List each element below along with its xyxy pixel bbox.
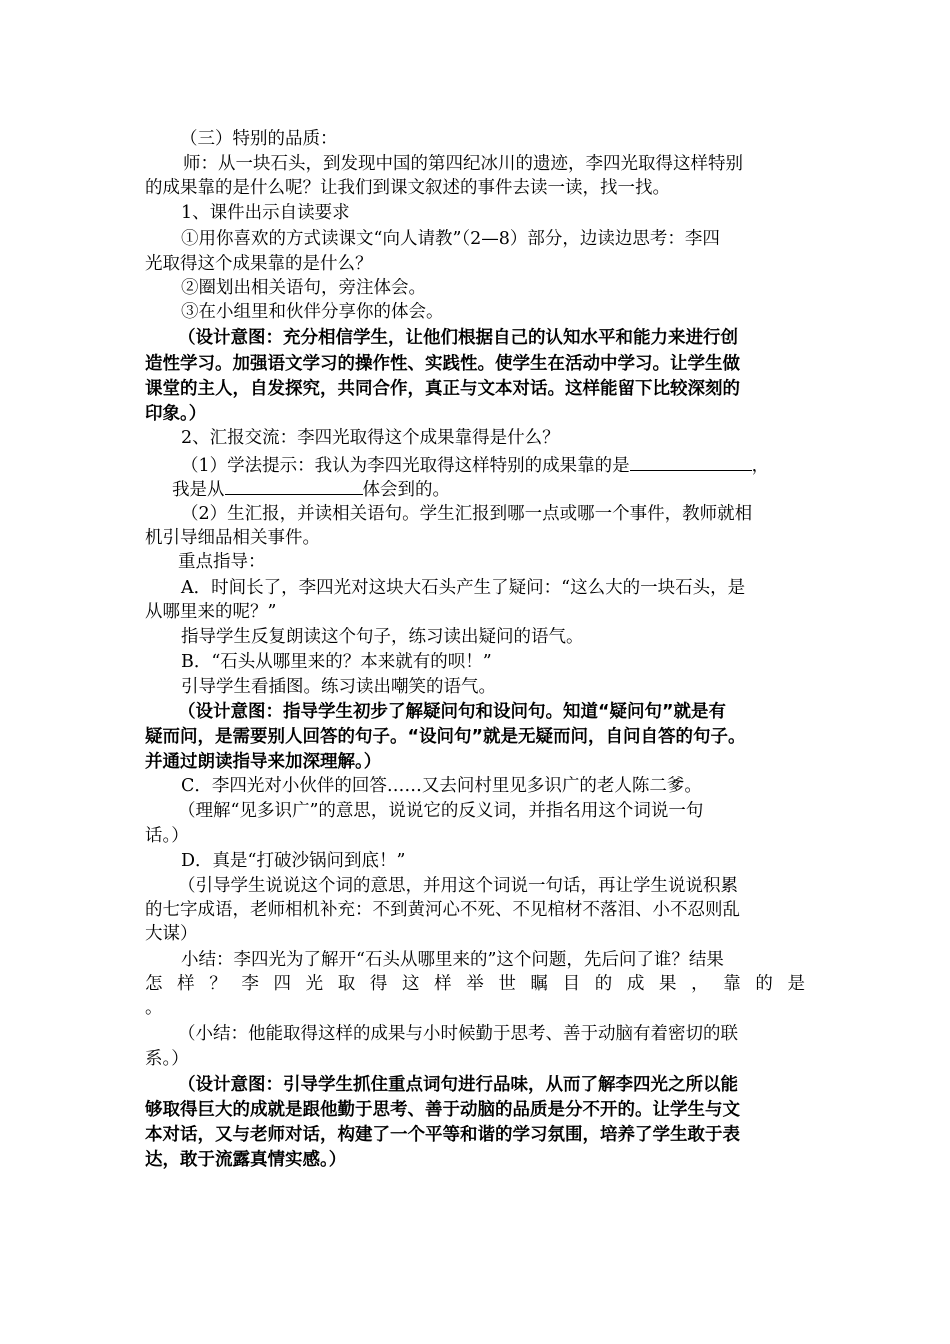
design-intent-line: 造性学习。加强语文学习的操作性、实践性。使学生在活动中学习。让学生做 — [145, 354, 740, 374]
answer-blank[interactable] — [630, 452, 752, 471]
design-intent-line: （设计意图：充分相信学生，让他们根据自己的认知水平和能力来进行创 — [178, 328, 738, 348]
paragraph-line: 从哪里来的呢？” — [145, 602, 277, 622]
design-intent-line: 印象。） — [145, 404, 207, 424]
section-heading: （三）特别的品质： — [180, 129, 338, 149]
paragraph-line: 指导学生反复朗读这个句子，练习读出疑问的语气。 — [181, 627, 584, 647]
summary-line: 小结：李四光为了解开“石头从哪里来的”这个问题，先后问了谁？结果 — [181, 950, 724, 970]
summary-line: 。 — [145, 998, 163, 1018]
paragraph-line: （理解“见多识广”的意思，说说它的反义词，并指名用这个词说一句 — [178, 801, 704, 821]
paragraph-line: （2）生汇报，并读相关语句。学生汇报到哪一点或哪一个事件，教师就相 — [181, 504, 753, 524]
paragraph-line: 话。） — [145, 826, 189, 846]
paragraph-line: （引导学生说说这个词的意思，并用这个词说一句话，再让学生说说积累 — [178, 876, 738, 896]
summary-line: 系。） — [145, 1049, 189, 1069]
paragraph-line: 重点指导： — [178, 552, 266, 572]
design-intent-line: 达，敢于流露真情实感。） — [145, 1150, 347, 1170]
fill-in-prompt: （1）学法提示：我认为李四光取得这样特别的成果靠的是 — [181, 456, 630, 476]
paragraph-line: 机引导细品相关事件。 — [145, 528, 320, 548]
summary-line: 怎样？李四光取得这样举世瞩目的成果，靠的是 — [145, 974, 805, 994]
design-intent-line: 疑而问，是需要别人回答的句子。“设问句”就是无疑而问，自问自答的句子。 — [145, 727, 746, 747]
design-intent-line: 并通过朗读指导来加深理解。） — [145, 752, 382, 772]
answer-blank[interactable] — [225, 476, 363, 495]
design-intent-line: （设计意图：指导学生初步了解疑问句和设问句。知道“疑问句”就是有 — [178, 702, 727, 722]
paragraph-line: 大谋） — [145, 924, 198, 944]
summary-line: （小结：他能取得这样的成果与小时候勤于思考、善于动脑有着密切的联 — [178, 1024, 738, 1044]
paragraph-line: 师：从一块石头，到发现中国的第四纪冰川的遗迹，李四光取得这样特别 — [183, 154, 743, 174]
design-intent-line: （设计意图：引导学生抓住重点词句进行品味，从而了解李四光之所以能 — [178, 1075, 738, 1095]
paragraph-line: D．真是“打破沙锅问到底！” — [181, 851, 406, 871]
design-intent-line: 本对话，又与老师对话，构建了一个平等和谐的学习氛围，培养了学生敢于表 — [145, 1125, 740, 1145]
fill-in-line — [181, 452, 841, 478]
paragraph-line: ②圈划出相关语句，旁注体会。 — [181, 278, 426, 298]
paragraph-line: 1、课件出示自读要求 — [181, 203, 350, 223]
paragraph-line: B．“石头从哪里来的？本来就有的呗！” — [181, 652, 492, 672]
paragraph-line: 的成果靠的是什么呢？让我们到课文叙述的事件去读一读，找一找。 — [145, 178, 670, 198]
paragraph-line: ③在小组里和伙伴分享你的体会。 — [181, 302, 444, 322]
design-intent-line: 够取得巨大的成就是跟他勤于思考、善于动脑的品质是分不开的。让学生与文 — [145, 1100, 740, 1120]
paragraph-line: 2、汇报交流：李四光取得这个成果靠得是什么？ — [181, 428, 560, 448]
design-intent-line: 课堂的主人，自发探究，共同合作，真正与文本对话。这样能留下比较深刻的 — [145, 379, 740, 399]
fill-in-suffix: 体会到的。 — [362, 480, 450, 500]
paragraph-line: ①用你喜欢的方式读课文“向人请教”（2—8）部分，边读边思考：李四 — [181, 229, 720, 249]
paragraph-line: 的七字成语，老师相机补充：不到黄河心不死、不见棺材不落泪、小不忍则乱 — [145, 900, 740, 920]
paragraph-line: 光取得这个成果靠的是什么？ — [145, 254, 373, 274]
paragraph-line: C．李四光对小伙伴的回答……又去问村里见多识广的老人陈二爹。 — [181, 776, 702, 796]
paragraph-line: 引导学生看插图。练习读出嘲笑的语气。 — [181, 677, 496, 697]
fill-in-line — [172, 476, 832, 502]
fill-in-comma: ， — [751, 456, 770, 476]
fill-in-prefix: 我是从 — [172, 480, 225, 500]
paragraph-line: A．时间长了，李四光对这块大石头产生了疑问：“这么大的一块石头，是 — [181, 578, 746, 598]
